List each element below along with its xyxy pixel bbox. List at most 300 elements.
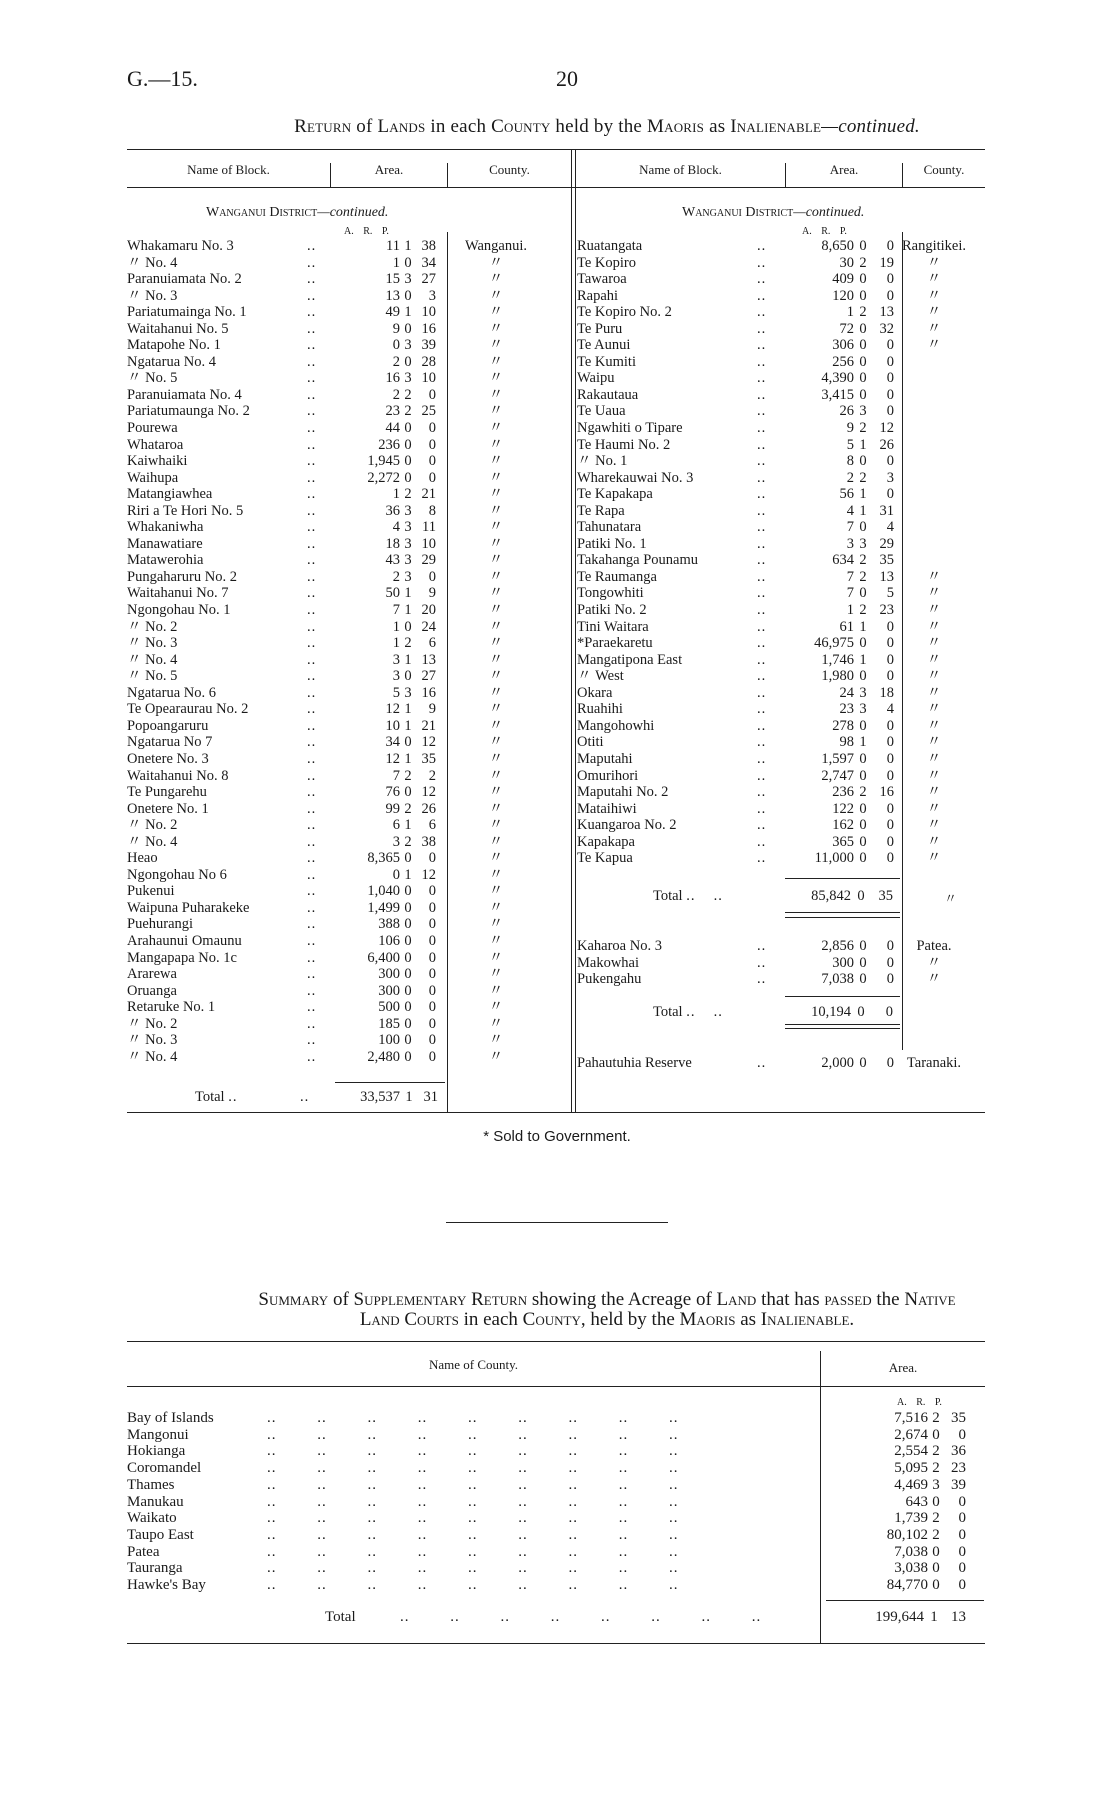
block-name: 〃 No. 3 [127,635,178,652]
block-name: Ruahihi [577,701,623,718]
title-part: Return [294,116,352,137]
county: 〃 [488,932,504,949]
title-part: County [491,116,551,137]
leader-dots: .. [757,635,767,652]
county: 〃 [926,254,942,271]
roods: 2 [404,833,412,850]
leader-dots: .. [307,271,317,288]
table-row [577,685,974,702]
table-row [127,966,556,983]
acres: 1,945 [367,453,400,470]
leader-dots: .. [757,469,767,486]
roods: 0 [859,519,867,536]
perches: 0 [886,386,894,403]
perches: 25 [421,403,436,420]
county-name: Mangonui [127,1426,189,1443]
block-name: Te Kapua [577,850,633,867]
roods: 0 [404,883,412,900]
roods: 2 [859,784,867,801]
county: 〃 [488,817,504,834]
leader-dots: .. [757,353,767,370]
left-total-roods: 1 [405,1089,413,1105]
county-name: Hawke's Bay [127,1577,206,1594]
perches: 12 [421,784,436,801]
page-reference: G.—15. [127,66,198,91]
separator-rule [446,1222,668,1223]
roods: 1 [404,750,412,767]
section-word: District [269,205,318,220]
perches: 0 [886,271,894,288]
block-name: Rakautaua [577,386,639,403]
county [894,354,974,371]
perches: 8 [428,502,436,519]
county: 〃 [926,304,942,321]
county-name: Hokianga [127,1443,186,1460]
acres: 7 [846,568,854,585]
perches: 0 [886,486,894,503]
summary-total-acres: 199,644 [875,1609,924,1625]
roods: 0 [859,585,867,602]
perches: 6 [428,817,436,834]
county: 〃 [926,651,942,668]
perches: 2 [428,767,436,784]
table-row [127,900,556,917]
acres: 9 [846,420,854,437]
summary-row [127,1544,966,1561]
acres: 500 [378,999,400,1016]
col-header-name: Name of Block. [187,162,270,177]
acres: 185 [378,1015,400,1032]
perches: 35 [951,1410,966,1426]
county: 〃 [488,966,504,983]
county: 〃 [488,800,504,817]
block-name: Pourewa [127,420,178,437]
table-row [127,288,556,305]
block-name: Pukengahu [577,971,642,988]
table-row [127,635,556,652]
block-name: Retaruke No. 1 [127,999,216,1016]
acres: 72 [839,320,854,337]
county-name: Tauranga [127,1560,183,1577]
roods: 2 [932,1510,940,1527]
table-row [127,552,556,569]
perches: 0 [886,618,894,635]
table-row [127,916,556,933]
perches: 34 [421,254,436,271]
perches: 0 [428,883,436,900]
acres: 30 [839,254,854,271]
table-row [577,486,974,503]
perches: 0 [958,1426,966,1443]
county-name: Coromandel [127,1460,202,1477]
county: 〃 [926,602,942,619]
roods: 1 [859,734,867,751]
roods: 1 [404,585,412,602]
roods: 1 [404,304,412,321]
perches: 31 [879,502,894,519]
table-row [577,668,974,685]
acres: 300 [378,966,400,983]
roods: 0 [404,618,412,635]
leader-dots: .. [757,585,767,602]
acres: 7 [846,519,854,536]
table-row [127,652,556,669]
perches: 0 [886,668,894,685]
perches: 21 [421,717,436,734]
leader-dots: .. [307,353,317,370]
table-row [127,751,556,768]
section-prefix: Wanganui [682,205,742,220]
county: 〃 [926,850,942,867]
summary-bottom-rule [127,1643,985,1644]
block-name: 〃 No. 4 [127,651,178,668]
roods: 0 [859,320,867,337]
summary-total-rule [826,1600,984,1601]
acres: 56 [839,486,854,503]
acres: 1,980 [821,668,854,685]
perches: 23 [879,602,894,619]
table-row [577,403,974,420]
county: 〃 [926,817,942,834]
summary-row [127,1527,966,1544]
roods: 0 [859,337,867,354]
block-name: Onetere No. 1 [127,800,209,817]
right-total1-county: 〃 [944,891,958,906]
acres: 1,499 [367,899,400,916]
acres: 2,272 [367,469,400,486]
table-row [577,470,974,487]
perches: 0 [428,453,436,470]
leader-dots: .. [307,585,317,602]
roods: 3 [859,403,867,420]
block-name: Te Aunui [577,337,631,354]
roods: 0 [404,734,412,751]
table-row [577,288,974,305]
title-part: —continued. [821,116,920,137]
leader-dots: .. [757,568,767,585]
taranaki-table [577,1055,974,1072]
county: 〃 [488,651,504,668]
leader-dots: .. [307,651,317,668]
roods: 0 [404,287,412,304]
county [894,519,974,536]
acres: 46,975 [814,635,854,652]
roods: 0 [859,386,867,403]
summary-row [127,1577,966,1594]
acres: 0 [392,337,400,354]
acres: 11 [386,238,400,254]
roods: 2 [859,469,867,486]
roods: 3 [859,684,867,701]
block-name: Manawatiare [127,535,203,552]
roods: 0 [859,971,867,988]
summary-title-line2: Land Courts in each County, held by the Maoris as Inalienable. [359,1309,855,1330]
perches: 0 [886,370,894,387]
leader-dots: .. [757,602,767,619]
acres: 5 [392,684,400,701]
acres: 634 [832,552,854,569]
roods: 2 [404,635,412,652]
county [894,536,974,553]
acres: 44 [385,420,400,437]
roods: 1 [859,486,867,503]
leader-dots: .. [757,817,767,834]
perches: 0 [886,651,894,668]
roods: 1 [859,618,867,635]
acres: 11,000 [814,850,854,867]
table-row [127,536,556,553]
county-name: Manukau [127,1493,184,1510]
leader-dots: .. [307,370,317,387]
leader-dots: .. [307,535,317,552]
leader-dots: .. [307,883,317,900]
county: 〃 [488,1048,504,1065]
leader-dots: .. [757,651,767,668]
summary-row [127,1510,966,1527]
table-row [577,850,974,867]
county: 〃 [926,767,942,784]
title-part: Inalienable [730,116,822,137]
roods: 0 [404,949,412,966]
leader-dots: .. [757,486,767,503]
leader-dots: .. [757,271,767,288]
roods: 3 [404,568,412,585]
block-name: Mangatipona East [577,651,683,668]
perches: 3 [886,469,894,486]
block-name: Omurihori [577,767,639,784]
county: 〃 [926,784,942,801]
acres: 278 [832,717,854,734]
roods: 0 [859,850,867,867]
roods: 3 [404,370,412,387]
acres: 300 [378,982,400,999]
roods: 0 [859,453,867,470]
table-row [577,271,974,288]
acres: 3 [392,668,400,685]
perches: 12 [421,734,436,751]
block-name: Ngatarua No 7 [127,734,213,751]
roods: 0 [932,1577,940,1594]
block-name: Ararewa [127,966,177,983]
leader-dots: .. [757,938,767,954]
leader-dots: .. [757,668,767,685]
leader-dots: .. [757,552,767,569]
leader-dots: .. .. .. .. .. .. .. .. .. [267,1443,679,1460]
summary-total-label: Total [325,1609,356,1625]
roods: 0 [859,1055,867,1071]
county: 〃 [488,618,504,635]
perches: 21 [421,486,436,503]
county: 〃 [488,420,504,437]
leader-dots: .. [307,618,317,635]
leader-dots: .. [757,800,767,817]
leader-dots: .. [757,403,767,420]
county: 〃 [488,999,504,1016]
county: 〃 [488,287,504,304]
leader-dots: .. [307,287,317,304]
table-row [577,751,974,768]
leader-dots: .. [757,833,767,850]
header-bottom-rule [127,187,985,188]
summary-total-dots: .. .. .. .. .. .. .. .. [400,1609,762,1625]
leader-dots: .. [307,701,317,718]
table-row [127,999,556,1016]
acres: 1,739 [894,1510,928,1527]
block-name: Puehurangi [127,916,194,933]
table-row [577,304,974,321]
acres: 43 [385,552,400,569]
block-name: Mangapapa No. 1c [127,949,237,966]
county: 〃 [926,954,942,971]
county: 〃 [926,684,942,701]
acres: 7 [392,767,400,784]
roods: 0 [404,254,412,271]
table-row [127,271,556,288]
acres: 2,000 [821,1055,854,1071]
acres: 61 [839,618,854,635]
leader-dots: .. [307,436,317,453]
leader-dots: .. [757,784,767,801]
perches: 35 [421,750,436,767]
roods: 3 [932,1476,940,1493]
block-name: Matawerohia [127,552,204,569]
leader-dots: .. .. .. .. .. .. .. .. .. [267,1577,679,1594]
acres: 388 [378,916,400,933]
leader-dots: .. [307,1048,317,1065]
leader-dots: .. [757,287,767,304]
county [894,552,974,569]
block-name: 〃 No. 4 [127,254,178,271]
leader-dots: .. [757,734,767,751]
left-total-acres: 33,537 [360,1089,400,1105]
county [894,486,974,503]
county: 〃 [926,635,942,652]
summary-total-roods: 1 [930,1609,938,1625]
roods: 0 [404,932,412,949]
acres: 8,650 [821,238,854,254]
perches: 0 [958,1577,966,1594]
block-name: Tongowhiti [577,585,644,602]
perches: 0 [886,1055,894,1071]
table-row [127,668,556,685]
block-name: Oruanga [127,982,177,999]
perches: 0 [886,750,894,767]
roods: 0 [859,668,867,685]
left-block-table [127,238,556,1065]
leader-dots: .. .. .. .. .. .. .. .. .. [267,1476,679,1493]
block-name: 〃 No. 3 [127,287,178,304]
roods: 0 [859,635,867,652]
roods: 0 [859,717,867,734]
block-name: Paranuiamata No. 2 [127,271,242,288]
county: 〃 [488,337,504,354]
block-name: Te Kopiro No. 2 [577,304,672,321]
acres: 1 [846,304,854,321]
right-block-table [577,238,974,867]
table-row [577,955,974,972]
leader-dots: .. [757,420,767,437]
right-total1-acres: 85,842 [811,888,851,904]
leader-dots: .. [757,337,767,354]
acres: 162 [832,817,854,834]
roods: 1 [404,701,412,718]
leader-dots: .. [307,932,317,949]
leader-dots: .. [307,420,317,437]
roods: 2 [859,304,867,321]
perches: 13 [879,568,894,585]
roods: 0 [859,800,867,817]
leader-dots: .. [307,750,317,767]
table-row [127,387,556,404]
table-row [127,784,556,801]
leader-dots: .. [307,916,317,933]
section-heading-right [682,205,864,221]
roods: 2 [404,800,412,817]
block-name: Waitahanui No. 5 [127,320,229,337]
block-name: Ruatangata [577,238,643,254]
roods: 0 [932,1543,940,1560]
table-row [127,801,556,818]
table-row [127,569,556,586]
county: 〃 [488,453,504,470]
perches: 0 [428,436,436,453]
leader-dots: .. [757,304,767,321]
table-row [127,834,556,851]
perches: 0 [886,287,894,304]
table-row [577,768,974,785]
leader-dots: .. .. .. .. .. .. .. .. .. [267,1560,679,1577]
roods: 1 [404,651,412,668]
block-name: Ngongohau No 6 [127,866,227,883]
perches: 18 [879,684,894,701]
county: 〃 [488,750,504,767]
acres: 1 [392,486,400,503]
right-total1-perches: 35 [878,888,893,904]
perches: 0 [886,353,894,370]
acres: 2 [392,386,400,403]
acres: 7 [846,585,854,602]
perches: 27 [421,668,436,685]
table-row [577,321,974,338]
block-name: Waitahanui No. 7 [127,585,229,602]
acres: 2,554 [894,1443,928,1460]
leader-dots: .. [307,684,317,701]
acres: 5,095 [894,1460,928,1477]
perches: 16 [879,784,894,801]
perches: 10 [421,370,436,387]
leader-dots: .. [307,866,317,883]
roods: 0 [859,271,867,288]
leader-dots: .. [307,337,317,354]
leader-dots: .. [307,469,317,486]
block-name: Te Haumi No. 2 [577,436,671,453]
block-name: Patiki No. 1 [577,535,647,552]
table-row [577,701,974,718]
table-row [577,519,974,536]
block-name: Pungaharuru No. 2 [127,568,237,585]
block-name: Te Kumiti [577,353,636,370]
county: 〃 [926,971,942,988]
county: 〃 [926,271,942,288]
acres: 122 [832,800,854,817]
leader-dots: .. .. .. .. .. .. .. .. .. [267,1426,679,1443]
acres: 98 [839,734,854,751]
perches: 19 [879,254,894,271]
county: 〃 [488,370,504,387]
perches: 0 [886,850,894,867]
acres: 6 [392,817,400,834]
roods: 1 [859,651,867,668]
